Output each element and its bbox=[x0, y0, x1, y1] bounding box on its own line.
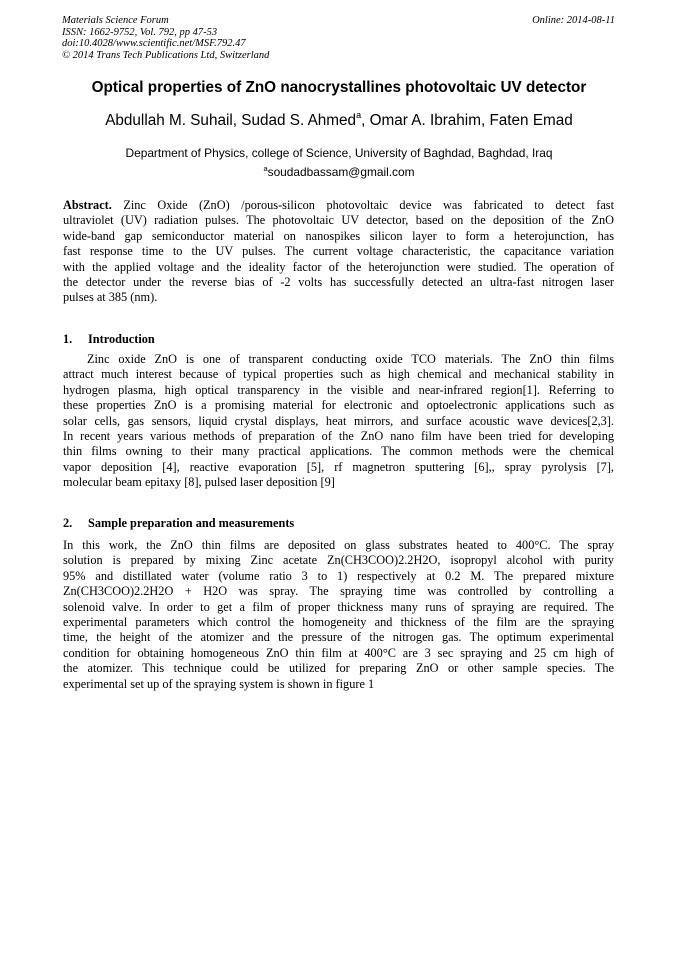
body-line: time, the height of the atomizer and the pressure of the nitrogen gas. The optimum experimental bbox=[63, 630, 614, 645]
author-affiliation-mark: a bbox=[356, 110, 362, 120]
sample-preparation-body bbox=[63, 538, 614, 692]
affiliation: Department of Physics, college of Science, University of Baghdad, Baghdad, Iraq bbox=[125, 146, 553, 160]
body-line: solenoid valve. In order to get a film of proper thickness many runs of spraying are required. The bbox=[63, 599, 614, 614]
authors-part-1: Abdullah M. Suhail, Sudad S. Ahmed bbox=[105, 112, 357, 129]
body-line: vapor deposition [4], reactive evaporation [5], rf magnetron sputtering [6],, spray pyrolysis [7], bbox=[63, 459, 614, 474]
section-title: Introduction bbox=[88, 332, 155, 346]
body-line: 95% and distillated water (volume ratio 3 to 1) respectively at 0.2 M. The prepared mixture bbox=[63, 568, 614, 583]
abstract-line: fast response time to the UV pulses. The current voltage characteristic, the capacitance variation bbox=[63, 244, 614, 259]
body-line: In recent years various methods of preparation of the ZnO nano film have been tried for developing bbox=[63, 428, 614, 443]
email-address: soudadbassam@gmail.com bbox=[267, 165, 415, 179]
abstract-label: Abstract. bbox=[63, 198, 112, 212]
abstract-line: pulses at 385 (nm). bbox=[63, 290, 158, 305]
copyright-line: © 2014 Trans Tech Publications Ltd, Switzerland bbox=[62, 49, 270, 61]
journal-header bbox=[62, 15, 269, 61]
paper-title: Optical properties of ZnO nanocrystallines photovoltaic UV detector bbox=[91, 79, 587, 96]
body-line: In this work, the ZnO thin films are deposited on glass substrates heated to 400°C. The spray bbox=[63, 538, 614, 552]
body-line: thin films owning to their many practical applications. The common methods were the chemical bbox=[63, 444, 614, 459]
body-line: condition for obtaining homogeneous ZnO thin film at 400°C are 3 sec spraying and 25 cm high of bbox=[63, 645, 614, 660]
journal-name: Materials Science Forum bbox=[62, 15, 169, 26]
author-list bbox=[0, 112, 678, 130]
body-line: these properties ZnO is a promising material for electronic and optoelectronic applications such as bbox=[63, 398, 614, 413]
doi-line: doi:10.4028/www.scientific.net/MSF.792.47 bbox=[62, 38, 246, 49]
section-heading-introduction bbox=[63, 332, 155, 347]
contact-email bbox=[0, 165, 678, 179]
body-line: experimental set up of the spraying system is shown in figure 1 bbox=[63, 676, 375, 691]
abstract bbox=[63, 198, 614, 306]
abstract-line: with the applied voltage and the ideality factor of the heterojunction were studied. The operation of bbox=[63, 259, 614, 274]
abstract-line: wide-band gap semiconductor material on nanospikes silicon layer to form a heterojunction, has bbox=[63, 228, 614, 243]
body-line: molecular beam epitaxy [8], pulsed laser deposition [9] bbox=[63, 475, 335, 490]
online-date: Online: 2014-08-11 bbox=[532, 15, 615, 26]
body-line: Zinc oxide ZnO is one of transparent conducting oxide TCO materials. The ZnO thin films bbox=[87, 352, 614, 366]
body-line: experimental parameters which control the homogeneity and thickness of the film are the spraying bbox=[63, 614, 614, 629]
issn-line: ISSN: 1662-9752, Vol. 792, pp 47-53 bbox=[62, 26, 218, 38]
body-line: solution is prepared by mixing Zinc acetate Zn(CH3COO)2.2H2O, isopropyl alcohol with purity bbox=[63, 553, 614, 568]
body-line: Zn(CH3COO)2.2H2O + H2O was spray. The spraying time was controlled by controlling a bbox=[63, 584, 614, 599]
body-line: hydrogen plasma, high optical transparency in the visible and near-infrared region[1]. Referring to bbox=[63, 382, 614, 397]
section-title: Sample preparation and measurements bbox=[88, 516, 295, 530]
authors-part-2: , Omar A. Ibrahim, Faten Emad bbox=[361, 112, 573, 129]
body-line: the atomizer. This technique could be utilized for preparing ZnO or other sample species. The bbox=[63, 661, 614, 676]
introduction-body bbox=[63, 352, 614, 491]
body-line: attract much interest because of typical properties such as high chemical and mechanical stability in bbox=[63, 367, 614, 382]
section-number: 1. bbox=[63, 332, 73, 346]
abstract-line-text: Zinc Oxide (ZnO) /porous-silicon photovoltaic device was fabricated to detect fast bbox=[111, 198, 614, 212]
section-number: 2. bbox=[63, 516, 73, 530]
abstract-line: the detector under the reverse bias of -2 volts has successfully detected an ultra-fast nitrogen laser bbox=[63, 274, 614, 289]
section-heading-sample-preparation bbox=[63, 516, 294, 531]
body-line: solar cells, gas sensors, liquid crystal displays, heat mirrors, and surface acoustic wave devices[2,3]. bbox=[63, 413, 614, 428]
abstract-line: ultraviolet (UV) radiation pulses. The photovoltaic UV detector, based on the deposition of the ZnO bbox=[63, 213, 614, 228]
email-affiliation-mark: a bbox=[263, 164, 268, 173]
abstract-line bbox=[63, 198, 614, 213]
